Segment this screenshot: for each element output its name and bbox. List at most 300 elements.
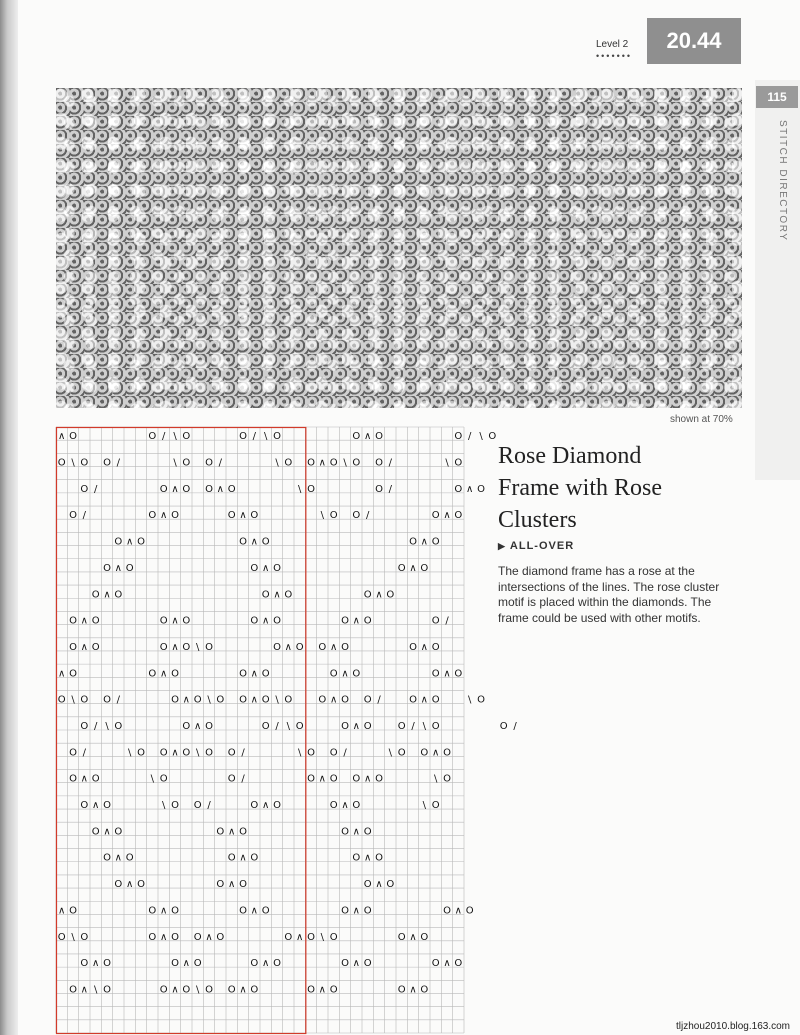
chart-symbol: O [250, 800, 259, 812]
chart-symbol: \ [433, 773, 438, 785]
chart-symbol: O [216, 879, 225, 891]
chart-symbol: ∧ [330, 641, 338, 653]
chart-symbol: O [148, 668, 157, 680]
chart-symbol: O [80, 931, 89, 943]
chart-symbol: O [284, 589, 293, 601]
chart-symbol: O [431, 668, 440, 680]
chart-symbol: O [307, 773, 315, 785]
chart-symbol: ∧ [352, 905, 360, 917]
chart-symbol: O [80, 694, 89, 706]
chart-symbol: O [318, 641, 327, 653]
chart-symbol: O [273, 958, 281, 970]
chart-symbol: O [431, 800, 440, 812]
chart-symbol: O [352, 773, 361, 785]
chart-symbol: O [329, 773, 338, 785]
chart-symbol: \ [173, 457, 177, 469]
chart-symbol: O [397, 984, 406, 996]
chart-symbol: ∧ [58, 668, 66, 680]
chart-symbol: ∧ [432, 747, 440, 759]
stitch-title [498, 440, 768, 536]
chart-symbol: ∧ [126, 879, 134, 891]
chart-symbol: ∧ [80, 984, 88, 996]
chart-symbol: O [103, 457, 111, 469]
chart-symbol: O [103, 694, 111, 706]
section-label: STITCH DIRECTORY [777, 120, 788, 242]
chart-symbol: \ [275, 694, 279, 706]
chart-symbol: O [431, 721, 440, 732]
chart-symbol: O [205, 457, 213, 469]
chart-symbol: O [137, 536, 145, 548]
chart-symbol: O [352, 668, 361, 680]
chart-symbol: ∧ [205, 931, 213, 943]
chart-symbol: O [352, 431, 361, 443]
chart-symbol: / [207, 800, 211, 812]
chart-symbol: ∧ [80, 615, 88, 627]
chart-symbol: / [161, 431, 166, 443]
chart-symbol: \ [320, 931, 325, 943]
chart-symbol: O [80, 800, 89, 812]
chart-symbol: ∧ [160, 905, 168, 917]
chart-symbol: ∧ [171, 483, 179, 495]
chart-symbol: / [252, 431, 257, 443]
difficulty-dots: ••••••• [596, 51, 633, 61]
chart-symbol: O [329, 510, 338, 522]
chart-symbol: ∧ [160, 931, 168, 943]
chart-symbol: O [420, 984, 429, 996]
chart-symbol: ∧ [341, 800, 349, 812]
chart-symbol: / [93, 483, 98, 495]
chart-symbol: O [420, 747, 429, 759]
chart-symbol: O [409, 694, 417, 706]
chart-symbol: ∧ [228, 879, 236, 891]
chart-symbol: O [91, 826, 100, 838]
chart-symbol: O [250, 984, 259, 996]
chart-symbol: O [341, 615, 349, 627]
chart-symbol: O [341, 694, 349, 706]
chart-symbol: ∧ [182, 694, 190, 706]
chart-symbol: O [193, 800, 202, 812]
chart-symbol: O [454, 431, 463, 443]
chart-symbol: O [465, 905, 474, 917]
chart-symbol: ∧ [262, 800, 270, 812]
chart-symbol: O [227, 984, 236, 996]
chart-symbol: \ [71, 931, 75, 943]
chart-symbol: O [159, 773, 168, 785]
chart-symbol: O [227, 483, 236, 495]
chart-symbol: / [218, 457, 223, 469]
chart-symbol: ∧ [250, 536, 258, 548]
chart-symbol: ∧ [80, 773, 88, 785]
chart-symbol: \ [275, 457, 279, 469]
chart-symbol: ∧ [194, 721, 202, 732]
chart-symbol: O [159, 615, 168, 627]
chart-symbol: O [69, 641, 77, 653]
chart-symbol: \ [388, 747, 393, 759]
chart-symbol: ∧ [160, 510, 168, 522]
chart-symbol: ∧ [239, 984, 247, 996]
chart-symbol: \ [286, 721, 291, 732]
chart-symbol: O [216, 694, 225, 706]
chart-symbol: O [250, 852, 259, 864]
chart-symbol: ∧ [228, 826, 236, 838]
chart-symbol: O [261, 721, 270, 732]
chart-symbol: ∧ [352, 721, 360, 732]
chart-symbol: / [93, 721, 98, 732]
chart-symbol: / [275, 721, 279, 732]
chart-symbol: O [182, 431, 191, 443]
chart-symbol: \ [195, 747, 200, 759]
chart-symbol: ∧ [454, 905, 462, 917]
chart-symbol: O [91, 641, 100, 653]
chart-symbol: O [125, 852, 134, 864]
chart-symbol: O [103, 958, 111, 970]
chart-symbol: O [148, 431, 157, 443]
chart-symbol: O [103, 984, 111, 996]
chart-symbol: \ [150, 773, 155, 785]
chart-symbol: O [363, 905, 372, 917]
chart-symbol: O [239, 826, 247, 838]
chart-symbol: O [159, 641, 168, 653]
chart-symbol: ∧ [443, 510, 451, 522]
chart-symbol: \ [195, 984, 200, 996]
chart-symbol: O [91, 773, 100, 785]
chart-symbol: ∧ [171, 615, 179, 627]
chart-symbol: O [148, 931, 157, 943]
chart-symbol: O [352, 510, 361, 522]
chart-symbol: O [227, 852, 236, 864]
chart-symbol: ∧ [420, 694, 428, 706]
chart-symbol: ∧ [126, 536, 134, 548]
chart-symbol: ∧ [443, 668, 451, 680]
chart-symbol: / [241, 773, 245, 785]
chart-symbol: O [216, 826, 225, 838]
chart-symbol: ∧ [92, 958, 100, 970]
chart-symbol: \ [71, 694, 75, 706]
chart-symbol: O [69, 510, 77, 522]
chart-symbol: ∧ [318, 457, 326, 469]
chart-symbol: O [114, 879, 123, 891]
chart-symbol: O [205, 641, 213, 653]
chart-symbol: O [103, 800, 111, 812]
chart-symbol: O [239, 694, 247, 706]
chart-symbol: ∧ [341, 668, 349, 680]
chart-symbol: / [116, 694, 121, 706]
chart-symbol: O [363, 826, 372, 838]
chart-symbol: O [307, 483, 315, 495]
chart-symbol: O [375, 431, 383, 443]
chart-symbol: ∧ [273, 589, 281, 601]
chart-symbol: O [182, 721, 191, 732]
chart-symbol: O [341, 905, 349, 917]
chart-symbol: ∧ [239, 852, 247, 864]
book-spine [0, 0, 18, 1035]
chart-symbol: O [307, 457, 315, 469]
chart-symbol: ∧ [352, 958, 360, 970]
chart-symbol: O [341, 721, 349, 732]
chart-symbol: \ [207, 694, 211, 706]
chart-symbol: O [57, 457, 66, 469]
chart-symbol: / [241, 747, 245, 759]
chart-symbol: O [273, 641, 281, 653]
chart-symbol: O [137, 747, 145, 759]
chart-symbol: ∧ [420, 536, 428, 548]
chart-symbol: O [205, 483, 213, 495]
chart-symbol: O [69, 905, 77, 917]
chart-symbol: O [363, 879, 372, 891]
chart-symbol: O [69, 431, 77, 443]
chart-symbol: O [295, 641, 304, 653]
chart-symbol: ∧ [160, 668, 168, 680]
chart-symbol: ∧ [318, 773, 326, 785]
chart-symbol: O [273, 431, 281, 443]
chart-symbol: O [114, 826, 123, 838]
chart-symbol: ∧ [250, 905, 258, 917]
triangle-icon: ▶ [498, 541, 506, 551]
chart-symbol: O [409, 641, 417, 653]
chart-symbol: O [477, 694, 485, 706]
chart-symbol: O [239, 431, 247, 443]
chart-symbol: ∧ [58, 431, 66, 443]
chart-symbol: O [261, 694, 270, 706]
chart-symbol: O [103, 562, 111, 574]
chart-symbol: ∧ [92, 800, 100, 812]
chart-symbol: \ [467, 694, 472, 706]
chart-symbol: \ [263, 431, 268, 443]
chart-symbol: O [250, 510, 259, 522]
chart-symbol: / [377, 694, 381, 706]
chart-symbol: ∧ [103, 589, 111, 601]
category-label: ALL-OVER [509, 540, 575, 552]
chart-symbol: / [467, 431, 472, 443]
chart-symbol: O [397, 721, 406, 732]
chart-symbol: O [159, 984, 168, 996]
chart-symbol: O [386, 589, 395, 601]
chart-symbol: O [114, 721, 123, 732]
chart-symbol: O [205, 721, 213, 732]
chart-symbol: O [91, 615, 100, 627]
chart-symbol: ∧ [171, 641, 179, 653]
chart-symbol: O [284, 457, 293, 469]
watermark: tljzhou2010.blog.163.com [676, 1021, 790, 1032]
chart-symbol: O [182, 984, 191, 996]
chart-symbol: \ [105, 721, 109, 732]
chart-symbol: / [411, 721, 415, 732]
chart-symbol: / [343, 747, 347, 759]
difficulty-level: Level 2 [596, 39, 629, 50]
chart-symbol: O [80, 721, 89, 732]
chart-symbol: O [182, 615, 191, 627]
chart-symbol: O [431, 615, 440, 627]
chart-symbol: O [250, 615, 259, 627]
chart-symbol: O [69, 747, 77, 759]
chart-symbol: ∧ [239, 510, 247, 522]
chart-symbol: \ [93, 984, 98, 996]
chart-symbol: O [363, 958, 372, 970]
chart-symbol: ∧ [296, 931, 304, 943]
chart-symbol: ∧ [409, 562, 417, 574]
chart-symbol: O [341, 826, 349, 838]
chart-symbol: O [341, 958, 349, 970]
chart-symbol: O [443, 773, 451, 785]
chart-symbol: \ [343, 457, 347, 469]
chart-symbol: O [114, 589, 123, 601]
chart-symbol: O [193, 931, 202, 943]
chart-symbol: ∧ [375, 589, 383, 601]
chart-symbol: O [420, 931, 429, 943]
category-tag [498, 540, 574, 552]
chart-symbol: \ [173, 431, 177, 443]
chart-symbol: O [499, 721, 508, 732]
chart-symbol: O [307, 984, 315, 996]
chart-symbol: ∧ [262, 562, 270, 574]
chart-symbol: O [171, 510, 179, 522]
stitch-chart [56, 427, 517, 1035]
chart-symbol: ∧ [352, 826, 360, 838]
chart-symbol: O [227, 510, 236, 522]
chart-symbol: O [363, 721, 372, 732]
chart-symbol: ∧ [262, 958, 270, 970]
chart-symbol: O [420, 562, 429, 574]
chart-symbol: / [82, 510, 87, 522]
chart-symbol: ∧ [114, 562, 122, 574]
chart-symbol: O [329, 747, 338, 759]
chart-symbol: O [239, 668, 247, 680]
chart-symbol: O [454, 668, 463, 680]
title-line-1: Rose Diamond [498, 443, 642, 469]
chart-symbol: O [114, 536, 123, 548]
chart-symbol: O [261, 668, 270, 680]
chart-symbol: O [80, 457, 89, 469]
chart-symbol: O [352, 852, 361, 864]
chart-symbol: O [182, 483, 191, 495]
chart-symbol: O [341, 641, 349, 653]
chart-symbol: O [239, 536, 247, 548]
chart-symbol: O [148, 510, 157, 522]
chart-symbol: ∧ [443, 958, 451, 970]
chart-symbol: O [488, 431, 497, 443]
chart-symbol: ∧ [216, 483, 224, 495]
chart-symbol: O [69, 668, 77, 680]
chart-symbol: / [365, 510, 370, 522]
chart-symbol: O [273, 562, 281, 574]
chart-symbol: ∧ [364, 852, 372, 864]
chart-symbol: ∧ [182, 958, 190, 970]
chart-symbol: O [69, 773, 77, 785]
chart-symbol: O [273, 615, 281, 627]
chart-symbol: O [454, 483, 463, 495]
chart-symbol: O [182, 747, 191, 759]
chart-symbol: O [171, 931, 179, 943]
chart-symbol: O [329, 457, 338, 469]
chart-symbol: ∧ [420, 641, 428, 653]
chart-symbol: ∧ [80, 641, 88, 653]
chart-symbol: ∧ [409, 931, 417, 943]
chart-symbol: O [205, 984, 213, 996]
chart-symbol: \ [297, 747, 302, 759]
chart-symbol: O [159, 483, 168, 495]
chart-symbol: O [454, 457, 463, 469]
chart-symbol: ∧ [103, 826, 111, 838]
chart-symbol: ∧ [58, 905, 66, 917]
chart-symbol: O [329, 984, 338, 996]
chart-symbol: / [513, 721, 517, 732]
chart-symbol: / [445, 615, 449, 627]
chart-symbol: O [352, 800, 361, 812]
chart-symbol: O [171, 905, 179, 917]
chart-symbol: \ [161, 800, 166, 812]
chart-symbol: O [69, 984, 77, 996]
chart-symbol: \ [320, 510, 325, 522]
chart-symbol: \ [422, 800, 427, 812]
chart-symbol: O [477, 483, 485, 495]
chart-symbol: O [103, 852, 111, 864]
chart-symbol: O [454, 958, 463, 970]
chart-symbol: O [431, 510, 440, 522]
chart-symbol: O [227, 773, 236, 785]
chart-symbol: O [148, 905, 157, 917]
chart-symbol: O [375, 773, 383, 785]
chart-symbol: O [250, 958, 259, 970]
chart-symbol: \ [127, 747, 132, 759]
title-line-3: Clusters [498, 507, 577, 533]
chart-symbol: O [159, 747, 168, 759]
chart-symbol: O [171, 668, 179, 680]
chart-symbol: ∧ [330, 694, 338, 706]
chart-symbol: O [352, 457, 361, 469]
chart-symbol: ∧ [375, 879, 383, 891]
chart-symbol: O [318, 694, 327, 706]
chart-symbol: O [193, 958, 202, 970]
chart-symbol: O [91, 589, 100, 601]
chart-symbol: \ [195, 641, 200, 653]
chart-symbol: O [431, 641, 440, 653]
chart-symbol: O [295, 721, 304, 732]
chart-symbol: O [454, 510, 463, 522]
chart-symbol: ∧ [352, 615, 360, 627]
chart-symbol: O [329, 668, 338, 680]
chart-symbol: O [261, 905, 270, 917]
chart-symbol: O [261, 589, 270, 601]
chart-symbol: \ [71, 457, 75, 469]
chart-symbol: O [80, 483, 89, 495]
chart-symbol: ∧ [364, 431, 372, 443]
chart-symbol: ∧ [250, 694, 258, 706]
chart-symbol: \ [422, 721, 427, 732]
chart-symbol: ∧ [466, 483, 474, 495]
chart-symbol: O [431, 536, 440, 548]
chart-symbol: O [307, 931, 315, 943]
chart-symbol: O [375, 852, 383, 864]
chart-symbol: O [431, 694, 440, 706]
chart-symbol: O [137, 879, 145, 891]
chart-symbol: O [125, 562, 134, 574]
chart-symbol: / [82, 747, 87, 759]
chart-symbol: O [171, 958, 179, 970]
chart-symbol: O [363, 589, 372, 601]
stitch-number-tab: 20.44 [647, 18, 741, 64]
chart-symbol: O [409, 536, 417, 548]
chart-symbol: ∧ [250, 668, 258, 680]
chart-symbol: O [239, 879, 247, 891]
chart-symbol: O [363, 615, 372, 627]
chart-symbol: O [375, 457, 383, 469]
photo-caption: shown at 70% [670, 414, 733, 425]
chart-symbol: \ [445, 457, 449, 469]
chart-symbol: / [388, 483, 393, 495]
chart-symbol: O [182, 641, 191, 653]
chart-symbol: O [284, 931, 293, 943]
chart-symbol: O [171, 694, 179, 706]
